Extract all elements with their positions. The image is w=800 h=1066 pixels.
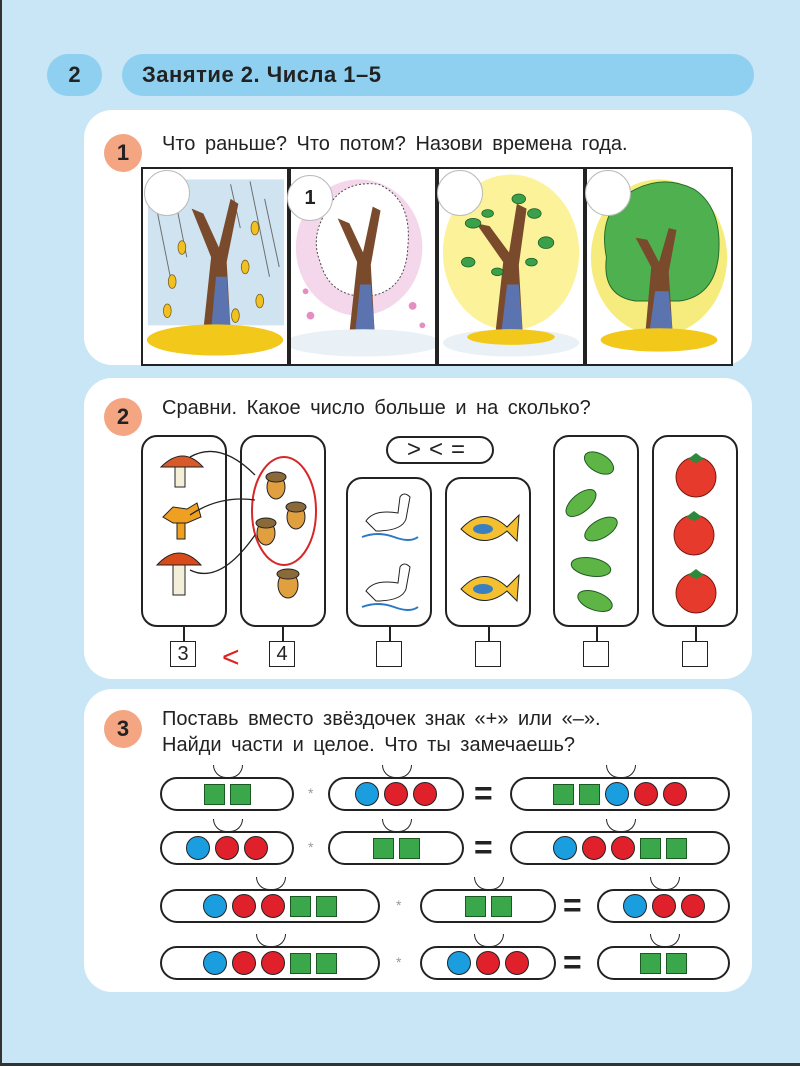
row1-operator-star[interactable]: * bbox=[308, 785, 314, 801]
green-square bbox=[399, 838, 420, 859]
row4-part-a-pill bbox=[160, 946, 380, 980]
answer-box-acorns[interactable]: 4 bbox=[269, 641, 295, 667]
order-slot-1[interactable] bbox=[144, 170, 190, 216]
row4-part-b-pill bbox=[420, 946, 556, 980]
geese-illustration bbox=[348, 479, 430, 625]
row2-operator-star[interactable]: * bbox=[308, 839, 314, 855]
green-square bbox=[666, 838, 687, 859]
green-square bbox=[579, 784, 600, 805]
stem bbox=[488, 627, 490, 641]
stem bbox=[389, 627, 391, 641]
green-square bbox=[230, 784, 251, 805]
blue-circle bbox=[203, 951, 227, 975]
red-circle bbox=[634, 782, 658, 806]
red-circle bbox=[652, 894, 676, 918]
task2-text: Сравни. Какое число больше и на сколько? bbox=[162, 397, 591, 419]
blue-circle bbox=[203, 894, 227, 918]
red-circle bbox=[384, 782, 408, 806]
tomatoes-illustration bbox=[654, 437, 736, 625]
card-fish bbox=[445, 477, 531, 627]
matching-lines bbox=[180, 445, 280, 585]
green-square bbox=[316, 953, 337, 974]
answer-box-mushrooms[interactable]: 3 bbox=[170, 641, 196, 667]
lesson-title: Занятие 2. Числа 1–5 bbox=[142, 62, 382, 87]
row3-whole-pill bbox=[597, 889, 730, 923]
answer-box-geese[interactable] bbox=[376, 641, 402, 667]
row4-operator-star[interactable]: * bbox=[396, 954, 402, 970]
row4-equals-sign: = bbox=[563, 944, 582, 980]
green-square bbox=[666, 953, 687, 974]
green-square bbox=[204, 784, 225, 805]
fish-illustration bbox=[447, 479, 529, 625]
order-slot-4[interactable] bbox=[585, 170, 631, 216]
answer-box-fish[interactable] bbox=[475, 641, 501, 667]
red-circle bbox=[215, 836, 239, 860]
green-square bbox=[373, 838, 394, 859]
row2-part-b-pill bbox=[328, 831, 464, 865]
row3-part-a-pill bbox=[160, 889, 380, 923]
red-circle bbox=[582, 836, 606, 860]
comparison-signs: ><= bbox=[386, 436, 494, 464]
stem bbox=[183, 627, 185, 641]
red-circle bbox=[232, 894, 256, 918]
stem bbox=[282, 627, 284, 641]
order-slot-3[interactable] bbox=[437, 170, 483, 216]
green-square bbox=[465, 896, 486, 917]
row2-part-a-pill bbox=[160, 831, 294, 865]
card-tomatoes bbox=[652, 435, 738, 627]
green-square bbox=[316, 896, 337, 917]
task2-number: 2 bbox=[104, 398, 142, 436]
card-cucumbers bbox=[553, 435, 639, 627]
row3-equals-sign: = bbox=[563, 887, 582, 923]
red-circle bbox=[505, 951, 529, 975]
page-edge-left bbox=[0, 0, 2, 1066]
stem bbox=[596, 627, 598, 641]
blue-circle bbox=[553, 836, 577, 860]
row2-equals-sign: = bbox=[474, 829, 493, 865]
task3-line2: Найди части и целое. Что ты замечаешь? bbox=[162, 734, 576, 756]
example-sign: < bbox=[222, 641, 240, 674]
row2-whole-pill bbox=[510, 831, 730, 865]
red-circle bbox=[476, 951, 500, 975]
red-circle bbox=[663, 782, 687, 806]
red-circle bbox=[681, 894, 705, 918]
row1-part-b-pill bbox=[328, 777, 464, 811]
red-circle bbox=[413, 782, 437, 806]
row1-whole-pill bbox=[510, 777, 730, 811]
blue-circle bbox=[186, 836, 210, 860]
row3-operator-star[interactable]: * bbox=[396, 897, 402, 913]
green-square bbox=[553, 784, 574, 805]
task3-number: 3 bbox=[104, 710, 142, 748]
green-square bbox=[640, 838, 661, 859]
green-square bbox=[640, 953, 661, 974]
blue-circle bbox=[623, 894, 647, 918]
card-geese bbox=[346, 477, 432, 627]
green-square bbox=[290, 896, 311, 917]
task1-number: 1 bbox=[104, 134, 142, 172]
red-circle bbox=[261, 951, 285, 975]
page-number: 2 bbox=[47, 54, 102, 96]
row4-whole-pill bbox=[597, 946, 730, 980]
order-slot-2[interactable]: 1 bbox=[287, 175, 333, 221]
red-circle bbox=[232, 951, 256, 975]
blue-circle bbox=[447, 951, 471, 975]
task1-text: Что раньше? Что потом? Назови времена года. bbox=[162, 133, 628, 155]
row1-equals-sign: = bbox=[474, 775, 493, 811]
answer-box-tomatoes[interactable] bbox=[682, 641, 708, 667]
red-circle bbox=[611, 836, 635, 860]
cucumbers-illustration bbox=[555, 437, 637, 625]
red-circle bbox=[261, 894, 285, 918]
red-circle bbox=[244, 836, 268, 860]
blue-circle bbox=[605, 782, 629, 806]
row1-part-a-pill bbox=[160, 777, 294, 811]
task3-line1: Поставь вместо звёздочек знак «+» или «–». bbox=[162, 708, 601, 730]
stem bbox=[695, 627, 697, 641]
green-square bbox=[491, 896, 512, 917]
row3-part-b-pill bbox=[420, 889, 556, 923]
green-square bbox=[290, 953, 311, 974]
answer-box-cucumbers[interactable] bbox=[583, 641, 609, 667]
blue-circle bbox=[355, 782, 379, 806]
